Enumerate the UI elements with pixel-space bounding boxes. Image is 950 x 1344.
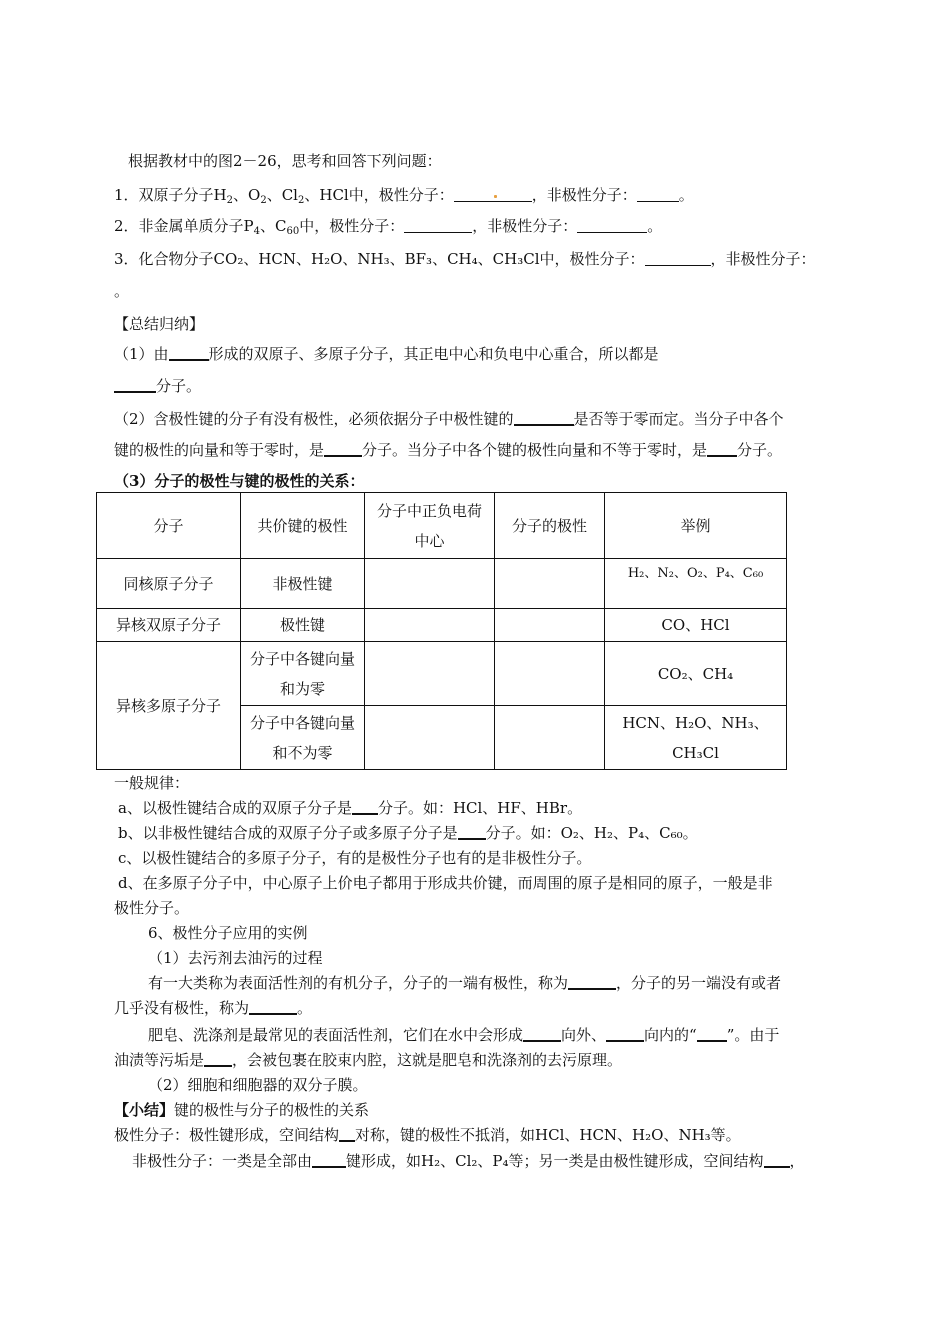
table-row: 分子中各键向量和不为零 HCN、H₂O、NH₃、CH₃Cl [97,706,787,770]
blank-cell[interactable] [365,706,495,770]
blank-np2[interactable] [764,1150,790,1168]
application-2: （2）细胞和细胞器的双分子膜。 [148,1076,368,1094]
paragraph-1-cont: 几乎没有极性，称为 。 [114,999,313,1017]
blank-p2b[interactable] [606,1024,644,1042]
blank-ra[interactable] [352,797,378,815]
header-example: 举例 [605,493,787,559]
blank-s2b[interactable] [324,439,362,457]
blank-cell[interactable] [495,642,605,706]
summary-1: （1）由 形成的双原子、多原子分子，其正电中心和负电中心重合，所以都是 [114,345,659,363]
rules-title: 一般规律： [114,774,190,792]
header-bond-polarity: 共价键的极性 [241,493,365,559]
rule-d-cont: 极性分子。 [114,899,190,917]
question-2: 2．非金属单质分子$P_4$、$C_{60}$中，极性分子： ，非极性分子： 。 [114,217,663,237]
blank-cell[interactable] [495,559,605,609]
blank-p2a[interactable] [523,1024,561,1042]
blank-nonpolar-1[interactable] [637,185,679,202]
paragraph-2: 肥皂、洗涤剂是最常见的表面活性剂，它们在水中会形成 向外、 向内的“ ”。由于 [148,1026,780,1044]
polarity-table [96,492,787,770]
question-3-cont: 。 [114,282,130,300]
blank-cell[interactable] [365,559,495,609]
blank-cell[interactable] [495,706,605,770]
blank-p1a[interactable] [568,972,616,990]
paragraph-2-cont: 油渍等污垢是 ，会被包裹在胶束内腔，这就是肥皂和洗涤剂的去污原理。 [114,1051,623,1069]
summary-1-cont: 分子。 [114,375,201,397]
rule-d: d、在多原子分子中，中心原子上价电子都用于形成共价键，而周围的原子是相同的原子，一般是非 [118,874,773,892]
header-molecule: 分子 [97,493,241,559]
intro-line: 根据教材中的图2－26，思考和回答下列问题： [128,152,442,170]
blank-rb[interactable] [458,822,486,840]
header-charge-center: 分子中正负电荷中心 [365,493,495,559]
rule-a: a、以极性键结合成的双原子分子是 分子。如：HCl、HF、HBr。 [118,799,583,817]
paragraph-1: 有一大类称为表面活性剂的有机分子，分子的一端有极性，称为 ，分子的另一端没有或者 [148,974,782,992]
header-molecule-polarity: 分子的极性 [495,493,605,559]
summary-2: （2）含极性键的分子有没有极性，必须依据分子中极性键的 是否等于零而定。当分子中各个 [114,410,784,428]
table-row: 异核多原子分子 分子中各键向量和为零 CO₂、CH₄ [97,642,787,706]
blank-pol[interactable] [339,1124,355,1142]
question-1: 1．双原子分子$H_2$、$O_2$、$Cl_2$、HCl中，极性分子： ，非极性分子： 。 [114,186,694,206]
blank-p2c[interactable] [697,1024,727,1042]
nonpolar-molecule-line: 非极性分子：一类是全部由 键形成，如H₂、Cl₂、P₄等；另一类是由极性键形成，空间结构 ， [132,1152,805,1170]
blank-s2c[interactable] [707,439,737,457]
blank-cell[interactable] [365,609,495,642]
table-row: 异核双原子分子 极性键 CO、HCl [97,609,787,642]
blank-polar-2[interactable] [404,216,472,233]
application-title: 6、极性分子应用的实例 [148,924,308,942]
rule-b: b、以非极性键结合成的双原子分子或多原子分子是 分子。如：O₂、H₂、P₄、C₆₀。 [118,824,698,842]
blank-p2e[interactable] [204,1049,232,1067]
summary-title: 【总结归纳】 [114,315,205,333]
blank-cell[interactable] [365,642,495,706]
rule-c: c、以极性键结合的多原子分子，有的是极性分子也有的是非极性分子。 [118,849,592,867]
blank-polar-3[interactable] [645,249,711,266]
table-row: 同核原子分子 非极性键 H₂、N₂、O₂、P₄、C₆₀ [97,559,787,609]
application-1: （1）去污剂去油污的过程 [148,949,323,967]
blank-s1c[interactable] [114,375,156,393]
blank-polar-1[interactable] [454,185,532,202]
blank-cell[interactable] [495,609,605,642]
question-3: 3．化合物分子CO₂、HCN、H₂O、NH₃、BF₃、CH₄、CH₃Cl中，极性分子： ，非极性分子： [114,250,816,268]
summary-small: 【小结】键的极性与分子的极性的关系 [114,1101,370,1119]
blank-s2a[interactable] [514,408,574,426]
table-header-row [97,493,787,559]
section-3-title: （3）分子的极性与键的极性的关系： [114,472,365,490]
polar-molecule-line: 极性分子：极性键形成，空间结构 对称，键的极性不抵消，如HCl、HCN、H₂O、NH₃等。 [114,1126,741,1144]
blank-p1c[interactable] [249,997,297,1015]
blank-np1[interactable] [312,1150,346,1168]
blank-nonpolar-2[interactable] [577,216,647,233]
summary-2-cont: 键的极性的向量和等于零时，是 分子。当分子中各个键的极性向量和不等于零时，是 分子。 [114,441,783,459]
blank-s1[interactable] [169,343,209,361]
